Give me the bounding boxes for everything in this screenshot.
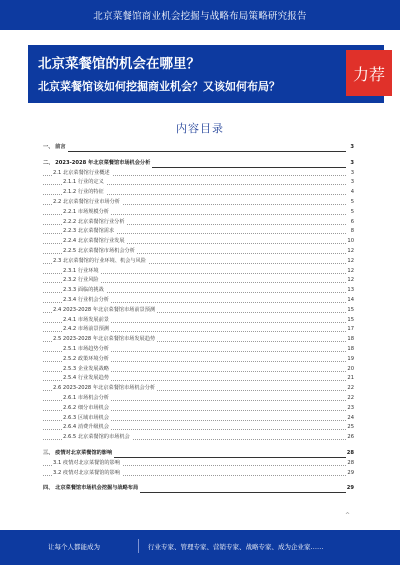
toc-title: 内容目录 xyxy=(176,122,224,135)
toc-entry-label: 一、 前言 xyxy=(43,143,68,153)
footer-divider xyxy=(138,539,139,553)
toc-entry-label: 2.1 北京菜餐馆行业概述 xyxy=(53,169,112,179)
toc-entry-page: 3 xyxy=(350,178,354,188)
toc-entry-page: 29 xyxy=(346,469,354,479)
toc-entry[interactable] xyxy=(43,296,354,306)
toc-entry[interactable] xyxy=(43,433,354,443)
toc-entry-label: 2.3.4 行业机会分析 xyxy=(63,296,111,306)
toc-entry-label: 2.3 北京菜餐馆的行业环境、机会与风险 xyxy=(53,257,148,267)
toc-entry-label: 3.1 疫情对北京菜餐馆的影响 xyxy=(53,459,122,469)
toc-entry-page: 3 xyxy=(350,169,354,179)
toc-entry-label: 2.4 2023-2028 年北京菜餐馆市场前景预测 xyxy=(53,306,157,316)
toc-entry[interactable] xyxy=(43,414,354,424)
toc-entry-page: 8 xyxy=(350,227,354,237)
toc-entry[interactable] xyxy=(43,208,354,218)
toc-entry-label: 2.6 2023-2028 年北京菜餐馆市场机会分析 xyxy=(53,384,157,394)
toc-entry-page: 18 xyxy=(346,335,354,345)
toc-entry[interactable] xyxy=(43,218,354,228)
toc-entry-label: 2.2.1 市场规模分析 xyxy=(63,208,111,218)
toc-entry-label: 2.5.2 政策环境分析 xyxy=(63,355,111,365)
toc-entry[interactable] xyxy=(43,198,354,208)
toc-entry-page: 3 xyxy=(349,143,354,153)
toc-entry[interactable] xyxy=(43,237,354,247)
toc-entry-page: 15 xyxy=(346,316,354,326)
toc-entry-label: 2.5.1 市场趋势分析 xyxy=(63,345,111,355)
toc-entry[interactable] xyxy=(43,374,354,384)
toc-entry[interactable] xyxy=(43,449,354,459)
brand-logo xyxy=(346,50,392,96)
toc-entry[interactable] xyxy=(43,169,354,179)
toc-entry-label: 2.3.3 面临的挑战 xyxy=(63,286,106,296)
toc-entry[interactable] xyxy=(43,384,354,394)
toc-entry-label: 2.5 2023-2028 年北京菜餐馆市场发展趋势 xyxy=(53,335,157,345)
toc-entry-page: 29 xyxy=(346,484,354,494)
toc-entry[interactable] xyxy=(43,345,354,355)
toc-entry-page: 3 xyxy=(349,159,354,169)
toc-entry-label: 2.1.1 行业的定义 xyxy=(63,178,106,188)
toc-entry-page: 5 xyxy=(350,198,354,208)
toc-entry[interactable] xyxy=(43,484,354,494)
page-marker: ^ xyxy=(345,512,351,519)
toc-entry-page: 19 xyxy=(346,355,354,365)
toc-entry-label: 三、 疫情对北京菜餐馆的影响 xyxy=(43,449,114,459)
toc-entry-label: 2.4.1 市场发展前景 xyxy=(63,316,111,326)
table-of-contents xyxy=(43,143,354,494)
toc-entry-label: 2.2.4 北京菜餐馆行业发展 xyxy=(63,237,127,247)
toc-entry[interactable] xyxy=(43,365,354,375)
toc-entry-label: 四、 北京菜餐馆市场机会挖掘与战略布局 xyxy=(43,484,140,494)
toc-entry-label: 2.6.3 区域市场机会 xyxy=(63,414,111,424)
toc-entry-page: 10 xyxy=(346,237,354,247)
toc-entry-page: 23 xyxy=(346,404,354,414)
toc-entry-label: 2.4.2 市场前景预测 xyxy=(63,325,111,335)
toc-entry-page: 24 xyxy=(346,414,354,424)
toc-entry-page: 20 xyxy=(346,365,354,375)
toc-entry[interactable] xyxy=(43,143,354,153)
toc-entry-label: 2.6.4 消费升级机会 xyxy=(63,423,111,433)
toc-entry[interactable] xyxy=(43,276,354,286)
toc-entry[interactable] xyxy=(43,316,354,326)
toc-entry-page: 25 xyxy=(346,423,354,433)
banner-headline: 北京菜餐馆的机会在哪里？ xyxy=(38,56,200,72)
toc-entry-page: 13 xyxy=(346,286,354,296)
toc-entry-label: 2.2 北京菜餐馆行业市场分析 xyxy=(53,198,122,208)
toc-entry-label: 2.2.5 北京菜餐馆市场机会分析 xyxy=(63,247,137,257)
toc-entry-label: 2.2.2 北京菜餐馆行业分析 xyxy=(63,218,127,228)
toc-entry-label: 二、 2023-2028 年北京菜餐馆市场机会分析 xyxy=(43,159,152,169)
toc-entry[interactable] xyxy=(43,335,354,345)
toc-entry[interactable] xyxy=(43,178,354,188)
toc-entry[interactable] xyxy=(43,159,354,169)
toc-entry-page: 4 xyxy=(350,188,354,198)
toc-entry-page: 12 xyxy=(346,247,354,257)
toc-entry-label: 2.5.4 行业发展趋势 xyxy=(63,374,111,384)
toc-entry-label: 2.6.2 细分市场机会 xyxy=(63,404,111,414)
toc-entry-page: 12 xyxy=(346,257,354,267)
toc-entry-page: 22 xyxy=(346,394,354,404)
toc-entry-label: 3.2 疫情对北京菜餐馆的影响 xyxy=(53,469,122,479)
toc-entry-label: 2.2.3 北京菜餐馆需求 xyxy=(63,227,116,237)
toc-entry[interactable] xyxy=(43,257,354,267)
toc-entry[interactable] xyxy=(43,394,354,404)
footer-slogan-right: 行业专家、管理专家、营销专家、战略专家、成为企业家…… xyxy=(148,543,324,551)
toc-entry[interactable] xyxy=(43,306,354,316)
toc-entry-page: 12 xyxy=(346,267,354,277)
toc-entry[interactable] xyxy=(43,227,354,237)
toc-entry[interactable] xyxy=(43,247,354,257)
toc-entry-label: 2.3.2 行业风险 xyxy=(63,276,101,286)
toc-entry-page: 15 xyxy=(346,306,354,316)
toc-entry[interactable] xyxy=(43,286,354,296)
toc-entry-page: 14 xyxy=(346,296,354,306)
toc-entry-label: 2.6.1 市场机会分析 xyxy=(63,394,111,404)
toc-entry[interactable] xyxy=(43,404,354,414)
toc-entry[interactable] xyxy=(43,459,354,469)
toc-entry-label: 2.3.1 行业环境 xyxy=(63,267,101,277)
toc-entry-page: 18 xyxy=(346,345,354,355)
toc-entry-page: 21 xyxy=(346,374,354,384)
toc-entry[interactable] xyxy=(43,469,354,479)
toc-entry-page: 12 xyxy=(346,276,354,286)
toc-entry-page: 5 xyxy=(350,208,354,218)
footer-slogan-left: 让每个人都能成为 xyxy=(48,543,100,551)
brand-logo-text: 力荐 xyxy=(352,64,385,84)
report-title: 北京菜餐馆商业机会挖掘与战略布局策略研究报告 xyxy=(93,11,307,22)
toc-entry[interactable] xyxy=(43,188,354,198)
toc-entry[interactable] xyxy=(43,423,354,433)
toc-entry-label: 2.6.5 北京菜餐馆的市场机会 xyxy=(63,433,132,443)
toc-entry-page: 28 xyxy=(346,459,354,469)
banner-subheadline: 北京菜餐馆该如何挖掘商业机会？又该如何布局？ xyxy=(38,80,280,93)
report-header-bar xyxy=(0,0,400,30)
toc-entry-label: 2.5.3 企业发展战略 xyxy=(63,365,111,375)
toc-entry-label: 2.1.2 行业的特征 xyxy=(63,188,106,198)
toc-entry-page: 17 xyxy=(346,325,354,335)
toc-entry-page: 26 xyxy=(346,433,354,443)
footer-bar xyxy=(0,530,400,565)
title-banner xyxy=(28,45,384,103)
toc-entry[interactable] xyxy=(43,325,354,335)
toc-entry-page: 22 xyxy=(346,384,354,394)
toc-entry-page: 6 xyxy=(350,218,354,228)
toc-entry[interactable] xyxy=(43,267,354,277)
toc-entry-page: 28 xyxy=(346,449,354,459)
toc-entry[interactable] xyxy=(43,355,354,365)
